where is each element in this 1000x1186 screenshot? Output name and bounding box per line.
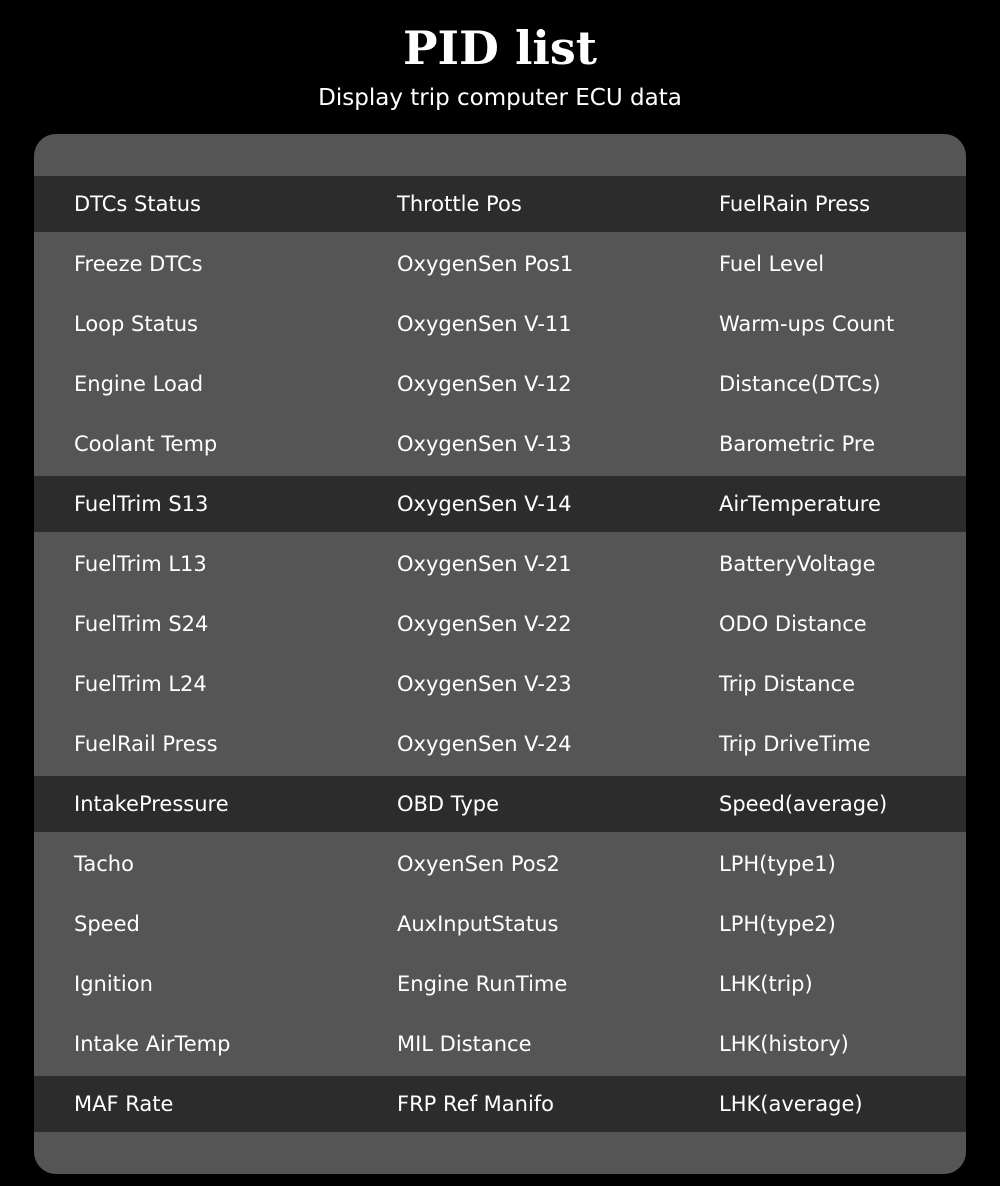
table-row: [34, 954, 966, 1014]
pid-item: Loop Status: [74, 312, 198, 336]
pid-item: Trip DriveTime: [719, 732, 871, 756]
pid-item: OxyenSen Pos2: [397, 852, 560, 876]
pid-item: IntakePressure: [74, 792, 229, 816]
pid-item: LPH(type1): [719, 852, 836, 876]
table-row-highlighted: [34, 1076, 966, 1132]
table-row-highlighted: [34, 776, 966, 832]
pid-table: [34, 174, 966, 1134]
pid-item: MAF Rate: [74, 1092, 174, 1116]
pid-item: Tacho: [74, 852, 134, 876]
pid-item: Trip Distance: [719, 672, 856, 696]
table-row: [34, 354, 966, 414]
pid-item: MIL Distance: [397, 1032, 532, 1056]
pid-item: Speed(average): [719, 792, 888, 816]
table-row: [34, 534, 966, 594]
pid-item: OxygenSen V-21: [397, 552, 572, 576]
pid-item: LHK(trip): [719, 972, 813, 996]
pid-item: FuelTrim S24: [74, 612, 209, 636]
pid-item: OxygenSen V-24: [397, 732, 572, 756]
pid-item: LHK(history): [719, 1032, 849, 1056]
pid-item: OxygenSen V-14: [397, 492, 572, 516]
pid-item: OxygenSen V-11: [397, 312, 572, 336]
pid-item: FuelRail Press: [74, 732, 218, 756]
pid-item: Speed: [74, 912, 140, 936]
pid-item: OxygenSen V-23: [397, 672, 572, 696]
pid-item: Freeze DTCs: [74, 252, 203, 276]
pid-item: ODO Distance: [719, 612, 867, 636]
page-title: PID list: [402, 21, 598, 75]
pid-item: OxygenSen V-12: [397, 372, 572, 396]
pid-item: Throttle Pos: [397, 192, 522, 216]
pid-item: Intake AirTemp: [74, 1032, 231, 1056]
pid-item: Barometric Pre: [719, 432, 875, 456]
pid-item: Fuel Level: [719, 252, 825, 276]
pid-item: Engine Load: [74, 372, 204, 396]
pid-item: Warm-ups Count: [719, 312, 895, 336]
pid-item: Distance(DTCs): [719, 372, 881, 396]
pid-item: LHK(average): [719, 1092, 863, 1116]
pid-item: AirTemperature: [719, 492, 881, 516]
table-row: [34, 1014, 966, 1074]
pid-item: OxygenSen V-22: [397, 612, 572, 636]
table-row-highlighted: [34, 476, 966, 532]
table-row: [34, 834, 966, 894]
table-row: [34, 654, 966, 714]
pid-item: FuelRain Press: [719, 192, 871, 216]
pid-item: AuxInputStatus: [397, 912, 559, 936]
pid-item: FuelTrim S13: [74, 492, 209, 516]
pid-item: DTCs Status: [74, 192, 201, 216]
pid-list-panel: [34, 134, 966, 1174]
table-row: [34, 894, 966, 954]
pid-item: FRP Ref Manifo: [397, 1092, 555, 1116]
table-row: [34, 234, 966, 294]
table-row: [34, 294, 966, 354]
pid-item: FuelTrim L24: [74, 672, 207, 696]
table-row-highlighted: [34, 176, 966, 232]
pid-item: FuelTrim L13: [74, 552, 207, 576]
table-row: [34, 714, 966, 774]
pid-item: Ignition: [74, 972, 153, 996]
table-row: [34, 414, 966, 474]
pid-item: BatteryVoltage: [719, 552, 876, 576]
page-subtitle: Display trip computer ECU data: [318, 85, 682, 111]
table-row: [34, 594, 966, 654]
pid-item: OxygenSen Pos1: [397, 252, 574, 276]
pid-item: OBD Type: [397, 792, 500, 816]
pid-item: Coolant Temp: [74, 432, 218, 456]
pid-item: LPH(type2): [719, 912, 836, 936]
pid-item: OxygenSen V-13: [397, 432, 572, 456]
pid-item: Engine RunTime: [397, 972, 568, 996]
